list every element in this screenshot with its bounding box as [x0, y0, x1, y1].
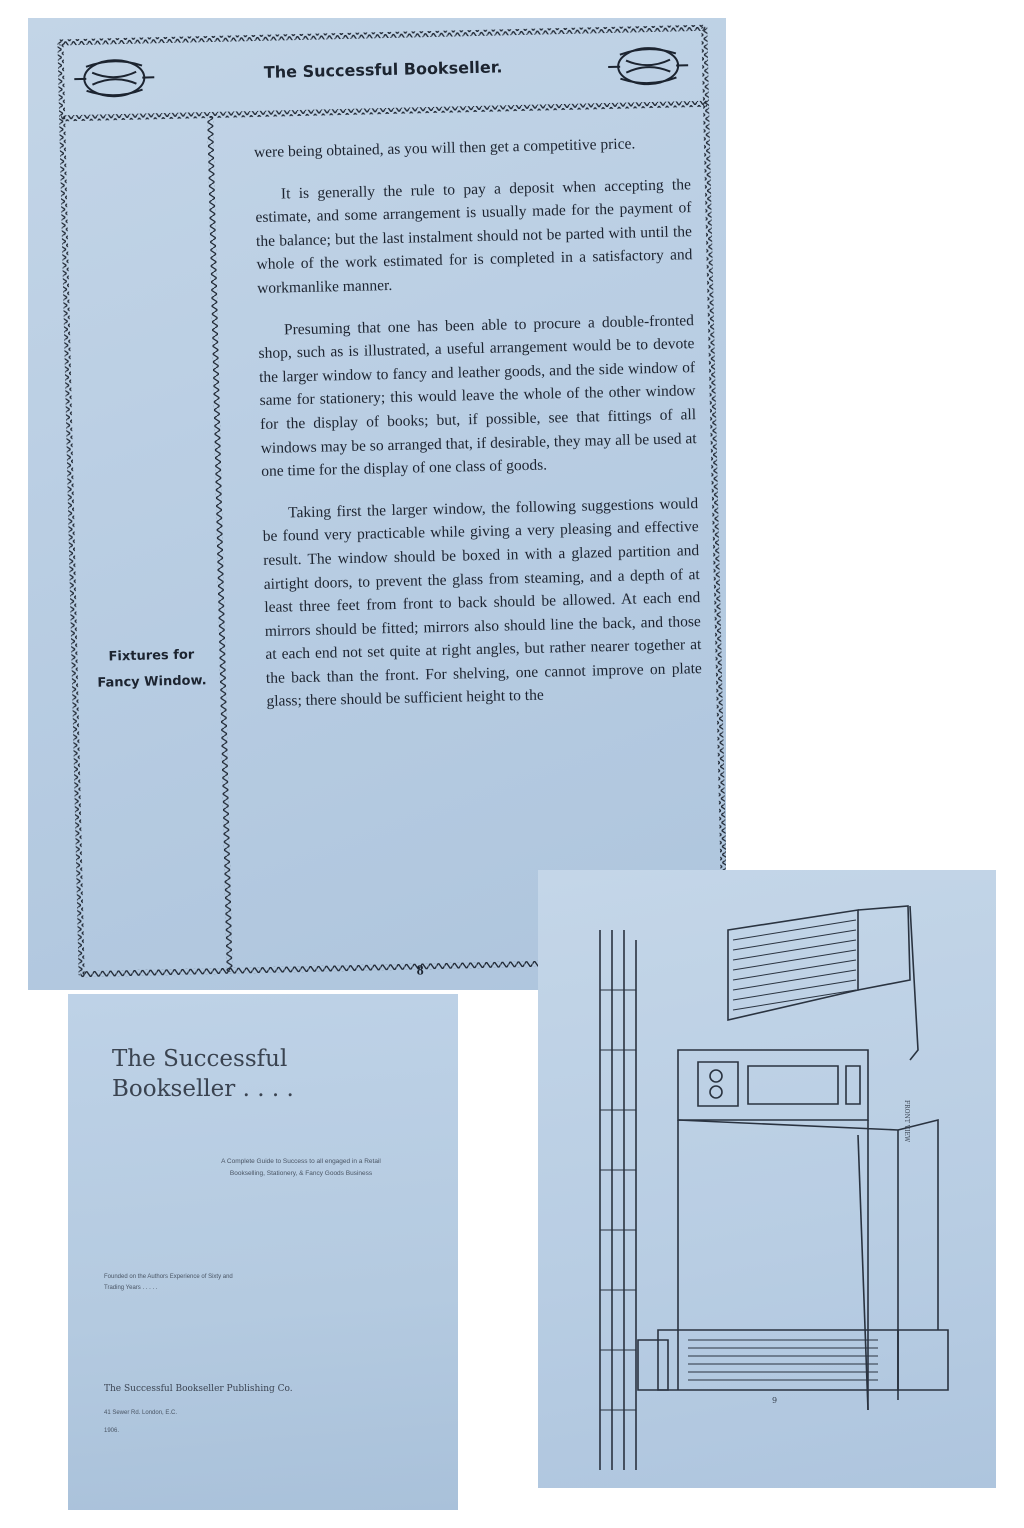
margin-rule [207, 116, 232, 972]
page-number: 8 [416, 963, 424, 979]
paragraph: Taking first the larger window, the following suggestions would be found very practicable while giving a very pleasing and effective result. The window should be boxed in with a glazed partition and airtight doors, to prevent the glass from steaming, and a depth of at least three feet from front to back should be allowed. At each end mirrors should be fitted; mirrors also should line the back, and those at each end not set quite at right angles, but rather nearer together at the back than the front. For shelving, one cannot improve on plate glass; there should be sufficient height to the [262, 494, 703, 711]
header-rule [61, 101, 707, 122]
title-page-photo [68, 994, 458, 1510]
authors-note: Founded on the Authors Experience of Sixty and Trading Years . . . . . [104, 1274, 233, 1291]
shopfront-drawing [538, 870, 996, 1488]
body-text [254, 131, 703, 732]
paragraph: were being obtained, as you will then get a competitive price. [253, 135, 636, 162]
page-number: 9 [772, 1396, 778, 1405]
paragraph: Presuming that one has been able to procure a double-fronted shop, such as is illustrated, a useful arrangement would be to devote the larger window to fancy and leather goods, and the side window of same for stationery; this would leave the whole of the other window for the display of books; but, if possible, see that fittings of all windows may be so arranged that, if desirable, they may all be used at one time for the display of one class of goods. [258, 311, 697, 481]
title-line-1: The Successful [112, 1046, 288, 1072]
publisher: The Successful Bookseller Publishing Co. [104, 1384, 293, 1394]
margin-note: Fixtures for Fancy Window. [97, 647, 207, 691]
illustration-photo [538, 870, 996, 1488]
subtitle: A Complete Guide to Success to all engaged in a Retail Bookselling, Stationery, & Fancy Goods Business [221, 1158, 381, 1177]
brick-courses [600, 990, 636, 1410]
publication-year: 1906. [104, 1428, 120, 1434]
page-8-frame [55, 21, 726, 986]
grille [688, 1340, 878, 1380]
book-title [112, 1044, 294, 1104]
running-header: The Successful Bookseller. [263, 57, 503, 82]
page-8-photo [28, 18, 726, 990]
title-line-2: Bookseller . . . . [112, 1076, 294, 1102]
publisher-address: 41 Sewer Rd. London, E.C. [104, 1410, 178, 1416]
paragraph: It is generally the rule to pay a deposit when accepting the estimate, and some arrangement is usually made for the payment of the balance; but the last instalment should not be parted with until the whole of the work estimated for is completed in a satisfactory and workmanlike manner. [255, 175, 693, 297]
illustration-caption: FRONT VIEW [903, 1100, 910, 1143]
